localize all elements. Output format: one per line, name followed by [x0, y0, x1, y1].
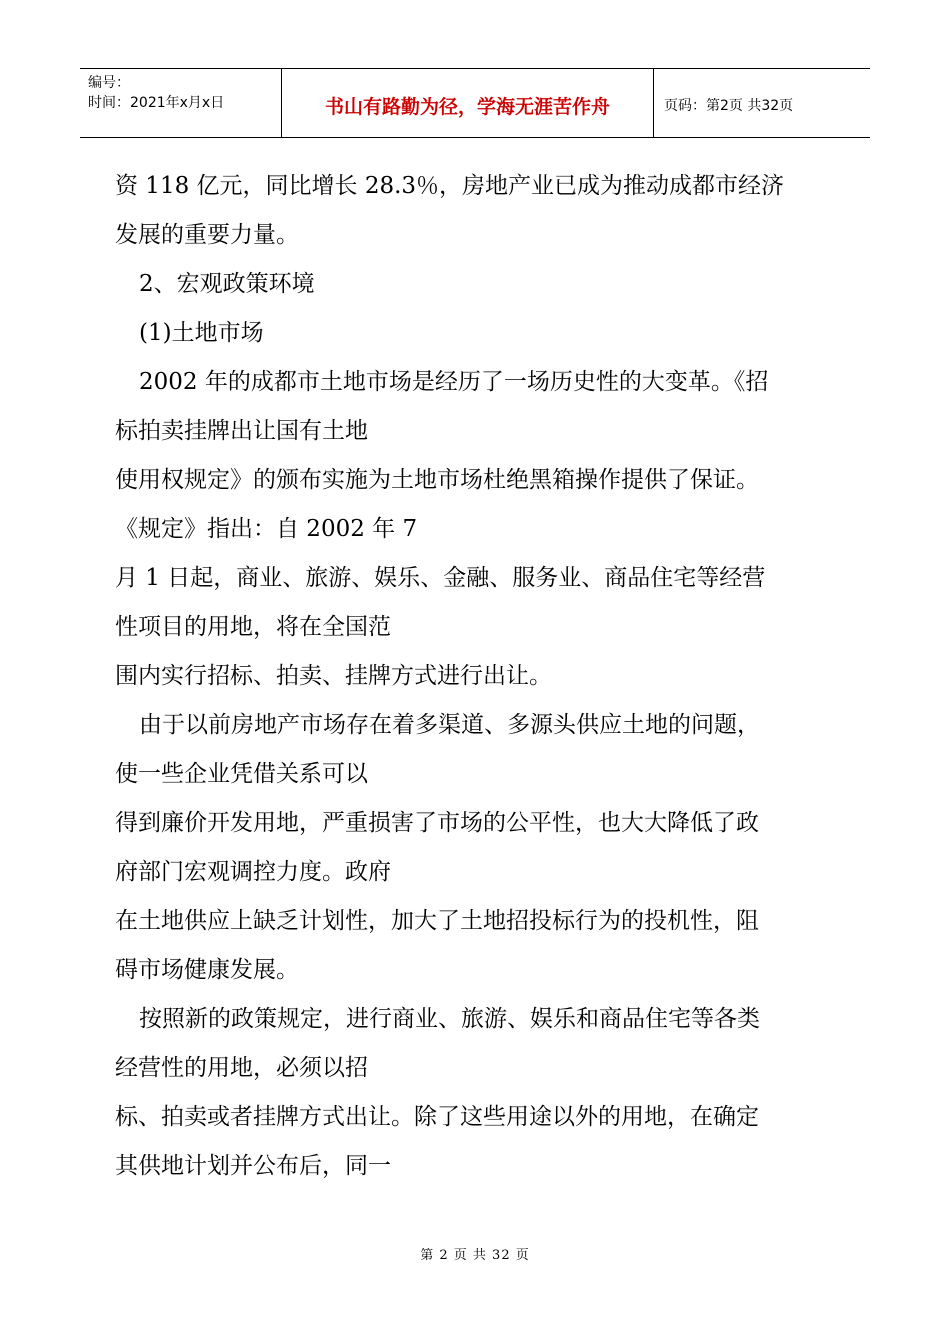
body-line: 由于以前房地产市场存在着多渠道、多源头供应土地的问题，	[139, 712, 760, 738]
body-line: 府部门宏观调控力度。政府	[115, 859, 391, 885]
body-line: 围内实行招标、拍卖、挂牌方式进行出让。	[115, 663, 552, 689]
section-heading: 2、宏观政策环境	[139, 271, 315, 297]
body-line: 按照新的政策规定，进行商业、旅游、娱乐和商品住宅等各类	[139, 1006, 760, 1032]
header-meta	[80, 69, 282, 137]
body-line: 资 118 亿元，同比增长 28.3％，房地产业已成为推动成都市经济	[115, 173, 785, 199]
body-line: 标、拍卖或者挂牌方式出让。除了这些用途以外的用地，在确定	[115, 1104, 759, 1130]
document-date: 时间：2021年x月x日	[88, 95, 225, 111]
body-line: 标拍卖挂牌出让国有土地	[115, 418, 368, 444]
header-motto: 书山有路勤为径，学海无涯苦作舟	[282, 69, 654, 137]
document-number-label: 编号：	[88, 75, 130, 91]
page-header	[80, 68, 870, 138]
header-page-info: 页码：第2页 共32页	[664, 98, 794, 114]
body-line: 月 1 日起，商业、旅游、娱乐、金融、服务业、商品住宅等经营	[115, 565, 766, 591]
body-line: 使一些企业凭借关系可以	[115, 761, 368, 787]
body-line: 得到廉价开发用地，严重损害了市场的公平性，也大大降低了政	[115, 810, 759, 836]
body-line: 碍市场健康发展。	[115, 957, 299, 983]
subsection-heading: (1)土地市场	[139, 320, 264, 346]
body-line: 其供地计划并公布后，同一	[115, 1153, 391, 1179]
body-line: 使用权规定》的颁布实施为土地市场杜绝黑箱操作提供了保证。	[115, 467, 759, 493]
body-line: 在土地供应上缺乏计划性，加大了土地招投标行为的投机性，阻	[115, 908, 759, 934]
document-body	[115, 162, 845, 1191]
body-line: 2002 年的成都市土地市场是经历了一场历史性的大变革。《招	[139, 369, 769, 395]
body-line: 经营性的用地，必须以招	[115, 1055, 368, 1081]
body-line: 发展的重要力量。	[115, 222, 299, 248]
page-footer: 第 2 页 共 32 页	[420, 1248, 530, 1263]
body-line: 性项目的用地，将在全国范	[115, 614, 391, 640]
body-line: 《规定》指出：自 2002 年 7	[115, 516, 418, 542]
